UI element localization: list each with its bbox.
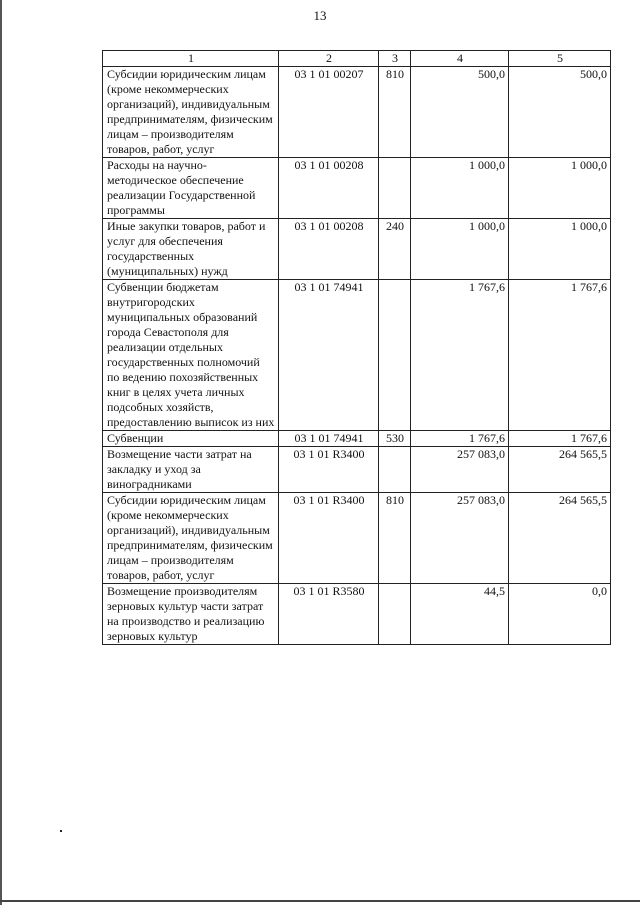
- row-value-2: 1 000,0: [509, 158, 611, 219]
- row-name: Возмещение производителям зерновых культур части затрат на производство и реализацию зерновых культур: [103, 584, 279, 645]
- header-col-4: 4: [411, 51, 509, 67]
- row-code: 03 1 01 74941: [279, 431, 379, 447]
- table-row: [103, 431, 611, 447]
- row-code: 03 1 01 00207: [279, 67, 379, 158]
- row-value-1: 257 083,0: [411, 493, 509, 584]
- row-value-1: 500,0: [411, 67, 509, 158]
- row-name: Возмещение части затрат на закладку и уход за виноградниками: [103, 447, 279, 493]
- row-name: Расходы на научно-методическое обеспечение реализации Государственной программы: [103, 158, 279, 219]
- row-code: 03 1 01 74941: [279, 280, 379, 431]
- table-row: [103, 584, 611, 645]
- row-type: [379, 447, 411, 493]
- row-value-1: 1 767,6: [411, 431, 509, 447]
- row-value-2: 1 767,6: [509, 431, 611, 447]
- row-type: 530: [379, 431, 411, 447]
- row-value-2: 264 565,5: [509, 447, 611, 493]
- row-value-2: 0,0: [509, 584, 611, 645]
- page-number: 13: [313, 8, 327, 23]
- row-type: 240: [379, 219, 411, 280]
- row-name: Иные закупки товаров, работ и услуг для обеспечения государственных (муниципальных) нужд: [103, 219, 279, 280]
- row-code: 03 1 01 00208: [279, 158, 379, 219]
- table-row: [103, 447, 611, 493]
- scan-left-edge: [0, 0, 2, 905]
- stray-mark: [60, 830, 62, 832]
- row-type: 810: [379, 493, 411, 584]
- row-type: [379, 158, 411, 219]
- header-col-1: 1: [103, 51, 279, 67]
- row-value-2: 500,0: [509, 67, 611, 158]
- row-code: 03 1 01 R3400: [279, 447, 379, 493]
- row-code: 03 1 01 00208: [279, 219, 379, 280]
- scan-bottom-edge: [0, 900, 640, 902]
- table-row: [103, 493, 611, 584]
- table-row: [103, 219, 611, 280]
- row-code: 03 1 01 R3580: [279, 584, 379, 645]
- header-col-2: 2: [279, 51, 379, 67]
- header-col-5: 5: [509, 51, 611, 67]
- budget-table: [102, 50, 611, 645]
- row-name: Субвенции бюджетам внутригородских муниципальных образований города Севастополя для реализации отдельных государственных полномочий по ведению похозяйственных книг в целях учета личных подсобных хозяйств, предоставлению выписок из них: [103, 280, 279, 431]
- row-value-1: 44,5: [411, 584, 509, 645]
- table-row: [103, 280, 611, 431]
- row-name: Субвенции: [103, 431, 279, 447]
- table-row: [103, 67, 611, 158]
- row-value-1: 1 000,0: [411, 219, 509, 280]
- table-header-row: [103, 51, 611, 67]
- row-type: 810: [379, 67, 411, 158]
- row-name: Субсидии юридическим лицам (кроме некоммерческих организаций), индивидуальным предпринимателям, физическим лицам – производителям товаров, работ, услуг: [103, 67, 279, 158]
- row-value-2: 1 767,6: [509, 280, 611, 431]
- row-name: Субсидии юридическим лицам (кроме некоммерческих организаций), индивидуальным предпринимателям, физическим лицам – производителям товаров, работ, услуг: [103, 493, 279, 584]
- row-type: [379, 584, 411, 645]
- row-value-2: 264 565,5: [509, 493, 611, 584]
- row-code: 03 1 01 R3400: [279, 493, 379, 584]
- header-col-3: 3: [379, 51, 411, 67]
- row-value-1: 1 000,0: [411, 158, 509, 219]
- row-value-1: 257 083,0: [411, 447, 509, 493]
- row-value-2: 1 000,0: [509, 219, 611, 280]
- row-value-1: 1 767,6: [411, 280, 509, 431]
- table-row: [103, 158, 611, 219]
- row-type: [379, 280, 411, 431]
